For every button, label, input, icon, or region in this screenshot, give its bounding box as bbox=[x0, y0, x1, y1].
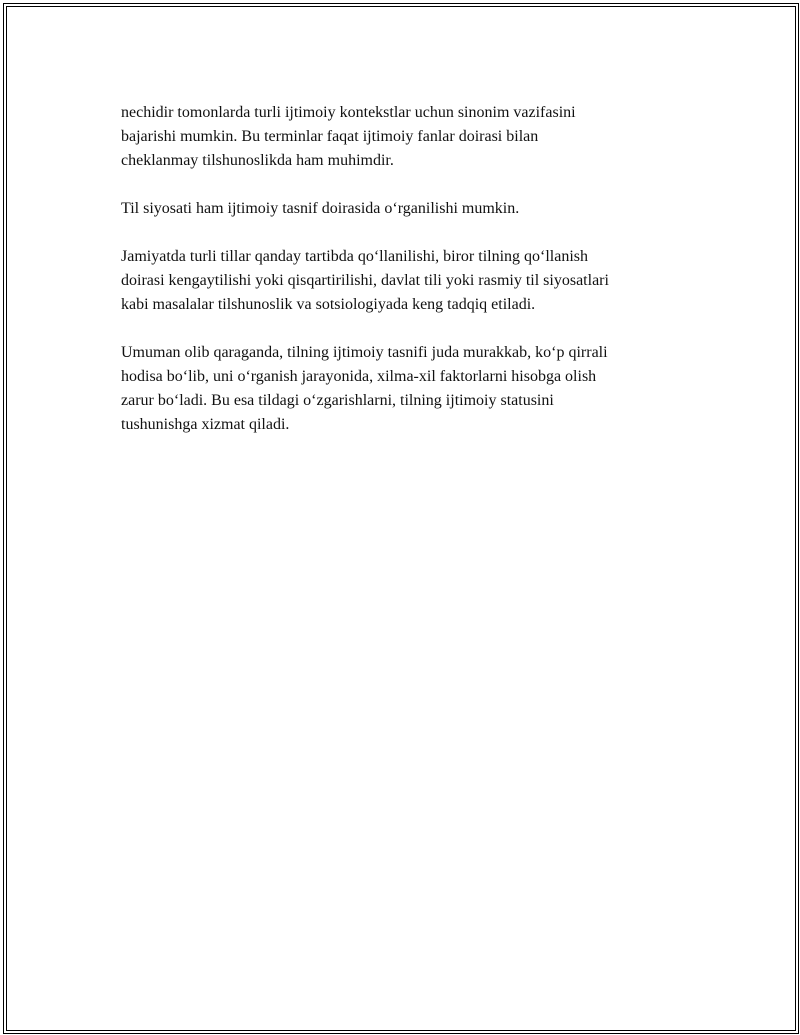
text-line: doirasi kengaytilishi yoki qisqartirilishi, davlat tili yoki rasmiy til siyosatlari bbox=[121, 272, 609, 289]
page-border bbox=[3, 3, 799, 1034]
text-line: cheklanmay tilshunoslikda ham muhimdir. bbox=[121, 152, 394, 169]
paragraph-1 bbox=[121, 101, 701, 173]
text-line: nechidir tomonlarda turli ijtimoiy kontekstlar uchun sinonim vazifasini bbox=[121, 104, 576, 121]
text-line: hodisa bo‘lib, uni o‘rganish jarayonida, xilma-xil faktorlarni hisobga olish bbox=[121, 368, 597, 385]
paragraph-2 bbox=[121, 197, 701, 221]
document-body bbox=[121, 101, 701, 461]
text-line: kabi masalalar tilshunoslik va sotsiologiyada keng tadqiq etiladi. bbox=[121, 296, 536, 313]
text-line: zarur bo‘ladi. Bu esa tildagi o‘zgarishlarni, tilning ijtimoiy statusini bbox=[121, 392, 554, 409]
text-line: tushunishga xizmat qiladi. bbox=[121, 416, 290, 433]
text-line: bajarishi mumkin. Bu terminlar faqat ijtimoiy fanlar doirasi bilan bbox=[121, 128, 539, 145]
text-line: Jamiyatda turli tillar qanday tartibda qo‘llanilishi, biror tilning qo‘llanish bbox=[121, 248, 589, 265]
text-line: Til siyosati ham ijtimoiy tasnif doirasida o‘rganilishi mumkin. bbox=[121, 200, 520, 217]
text-line: Umuman olib qaraganda, tilning ijtimoiy tasnifi juda murakkab, ko‘p qirrali bbox=[121, 344, 608, 361]
paragraph-3 bbox=[121, 245, 701, 317]
paragraph-4 bbox=[121, 341, 701, 437]
